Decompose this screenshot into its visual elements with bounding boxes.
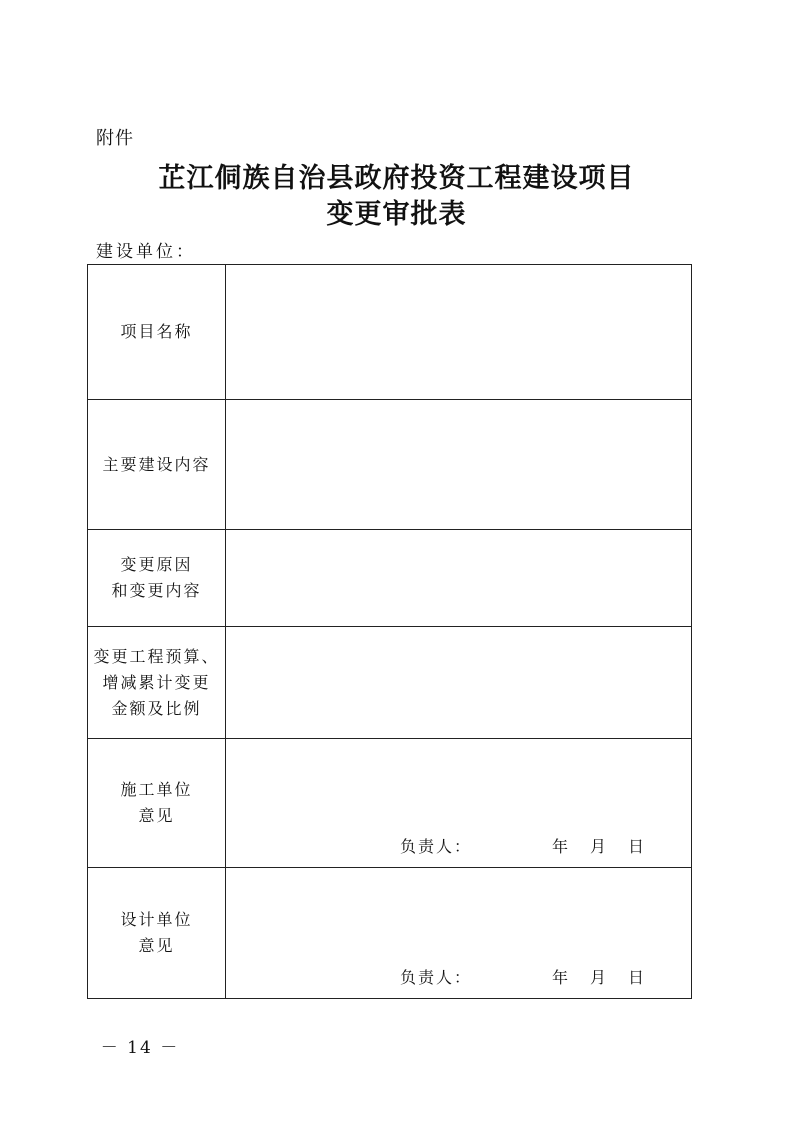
field-change-reason[interactable] <box>226 530 692 627</box>
label-contractor-opinion <box>88 739 226 868</box>
field-project-name[interactable] <box>226 265 692 400</box>
label-line: 意见 <box>138 806 175 825</box>
year-label: 年 <box>552 837 571 856</box>
field-contractor-opinion[interactable] <box>226 739 692 868</box>
label-line: 金额及比例 <box>111 698 202 718</box>
form-row-change-reason <box>88 530 692 627</box>
month-label: 月 <box>590 837 609 856</box>
label-change-reason <box>88 530 226 627</box>
label-budget-change <box>88 627 226 739</box>
label-line: 变更原因 <box>120 555 193 574</box>
label-main-content <box>88 400 226 530</box>
label-project-name <box>88 265 226 400</box>
form-row-design-opinion <box>88 868 692 999</box>
label-line: 和变更内容 <box>111 581 202 600</box>
label-line: 变更工程预算、 <box>93 646 220 666</box>
month-label: 月 <box>590 968 609 987</box>
label-line: 设计单位 <box>120 910 193 929</box>
approval-form-table <box>87 264 692 999</box>
field-design-opinion[interactable] <box>226 868 692 999</box>
label-line: 项目名称 <box>120 322 193 341</box>
document-title: 芷江侗族自治县政府投资工程建设项目 <box>158 163 635 194</box>
day-label: 日 <box>628 837 647 856</box>
label-design-opinion <box>88 868 226 999</box>
construction-unit-label: 建设单位： <box>96 242 196 262</box>
label-line: 意见 <box>138 936 175 955</box>
responsible-person-label: 负责人： <box>400 837 473 856</box>
label-line: 施工单位 <box>120 780 193 799</box>
form-row-project-name <box>88 265 692 400</box>
form-row-budget-change <box>88 627 692 739</box>
field-budget-change[interactable] <box>226 627 692 739</box>
attachment-label: 附件 <box>96 128 134 149</box>
day-label: 日 <box>628 968 647 987</box>
form-row-main-content <box>88 400 692 530</box>
page-number: － 14 － <box>100 1038 180 1058</box>
document-subtitle: 变更审批表 <box>326 199 467 230</box>
year-label: 年 <box>552 968 571 987</box>
label-line: 增减累计变更 <box>102 672 211 692</box>
label-line: 主要建设内容 <box>102 454 211 474</box>
field-main-content[interactable] <box>226 400 692 530</box>
form-row-contractor-opinion <box>88 739 692 868</box>
responsible-person-label: 负责人： <box>400 968 473 987</box>
